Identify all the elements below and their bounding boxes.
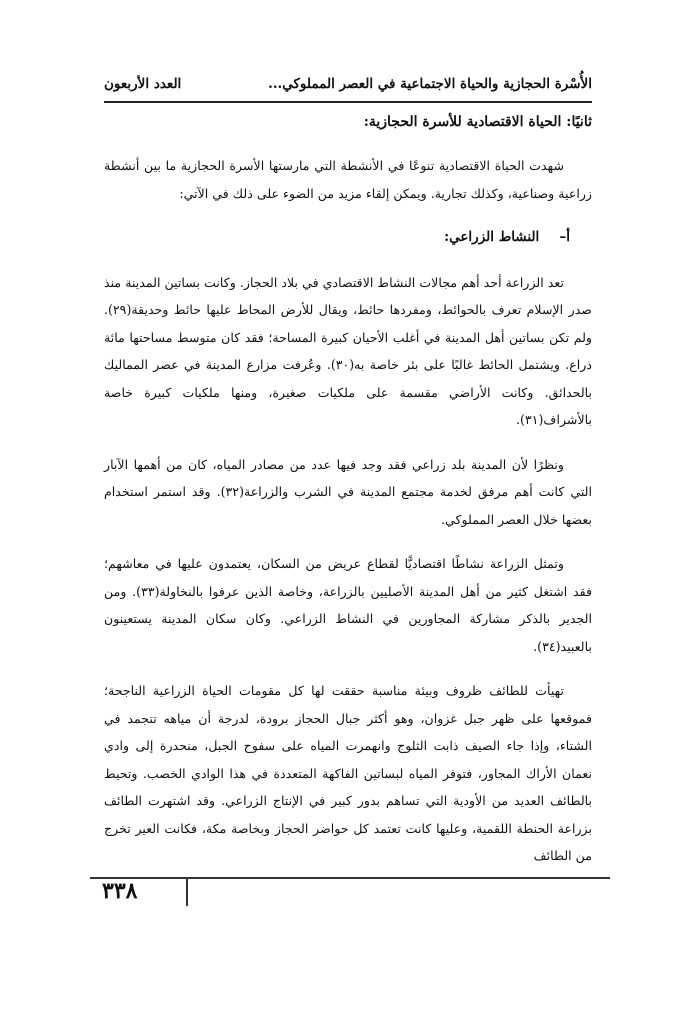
page-header	[104, 76, 592, 98]
paragraph-3: ونظرًا لأن المدينة بلد زراعي فقد وجد فيها عدد من مصادر المياه، كان من أهمها الآبار التي كانت أهم مرفق لخدمة مجتمع المدينة في الشرب والزراعة(٣٢). وقد استمر استخدام بعضها خلال العصر المملوكي.	[104, 456, 592, 527]
running-title: الأُسْرة الحجازية والحياة الاجتماعية في العصر المملوكي...	[268, 76, 592, 92]
subsection-letter: أ–	[559, 229, 570, 245]
footer-divider	[90, 877, 610, 879]
paragraph-1: شهدت الحياة الاقتصادية تنوعًا في الأنشطة التي مارستها الأسرة الحجازية ما بين أنشطة زراعية وصناعية، وكذلك تجارية. ويمكن إلقاء مزيد من الضوء على ذلك في الآتي:	[104, 158, 592, 201]
subsection-heading	[104, 224, 592, 252]
subsection-title: النشاط الزراعي:	[444, 229, 540, 245]
paragraph-5: تهيأت للطائف ظروف وبيئة مناسبة حققت لها كل مقومات الحياة الزراعية الناجحة؛ فموقعها على ظهر جبل غزوان، وهو أكثر جبال الحجاز برودة، لدرجة أن مياهه تتجمد في الشتاء، وإذا جاء الصيف ذابت الثلوج وانهمرت المياه على سفوح الجبل، منحدرة إلى وادي نعمان الأراك المجاور، فتوفر المياه لبساتين الفاكهة المتعددة في هذا الوادي الخصب. وتحيط بالطائف العديد من الأودية التي تساهم بدور كبير في الإنتاج الزراعي. وقد اشتهرت الطائف بزراعة الحنطة اللقمية، وعليها كانت تعتمد كل حواضر الحجاز وبخاصة مكة، فكانت العير تخرج من الطائف	[104, 683, 592, 863]
body-text	[104, 152, 592, 887]
paragraph-4: وتمثل الزراعة نشاطًا اقتصاديًّا لقطاع عريض من السكان، يعتمدون عليها في معاشهم؛ فقد اشتغل كثير من أهل المدينة الأصليين بالزراعة، وخاصة الذين عرفوا بالنخاولة(٣٣). ومن الجدير بالذكر مشاركة المجاورين في النشاط الزراعي. وكان سكان المدينة يستعينون بالعبيد(٣٤).	[104, 556, 592, 654]
issue-label: العدد الأربعون	[104, 76, 182, 92]
footer-vertical-bar	[186, 877, 188, 906]
section-title: ثانيًا: الحياة الاقتصادية للأسرة الحجازية:	[363, 114, 592, 130]
paragraph-2: تعد الزراعة أحد أهم مجالات النشاط الاقتصادي في بلاد الحجاز. وكانت بساتين المدينة منذ صدر الإسلام تعرف بالحوائط، ومفردها حائط، ويقال للأرض المحاط عليها حائط وحديقة(٢٩). ولم تكن بساتين أهل المدينة في أغلب الأحيان كبيرة المساحة؛ فقد كان متوسط مساحتها مائة ذراع. ويشتمل الحائط غالبًا على بئر خاصة به(٣٠). وعُرفت مزارع المدينة في عصر المماليك بالحدائق. وكانت الأراضي مقسمة على ملكيات صغيرة، ومنها ملكيات كبيرة خاصة بالأشراف(٣١).	[104, 274, 592, 427]
header-divider	[104, 101, 592, 103]
page-number: ٣٣٨	[102, 878, 138, 904]
